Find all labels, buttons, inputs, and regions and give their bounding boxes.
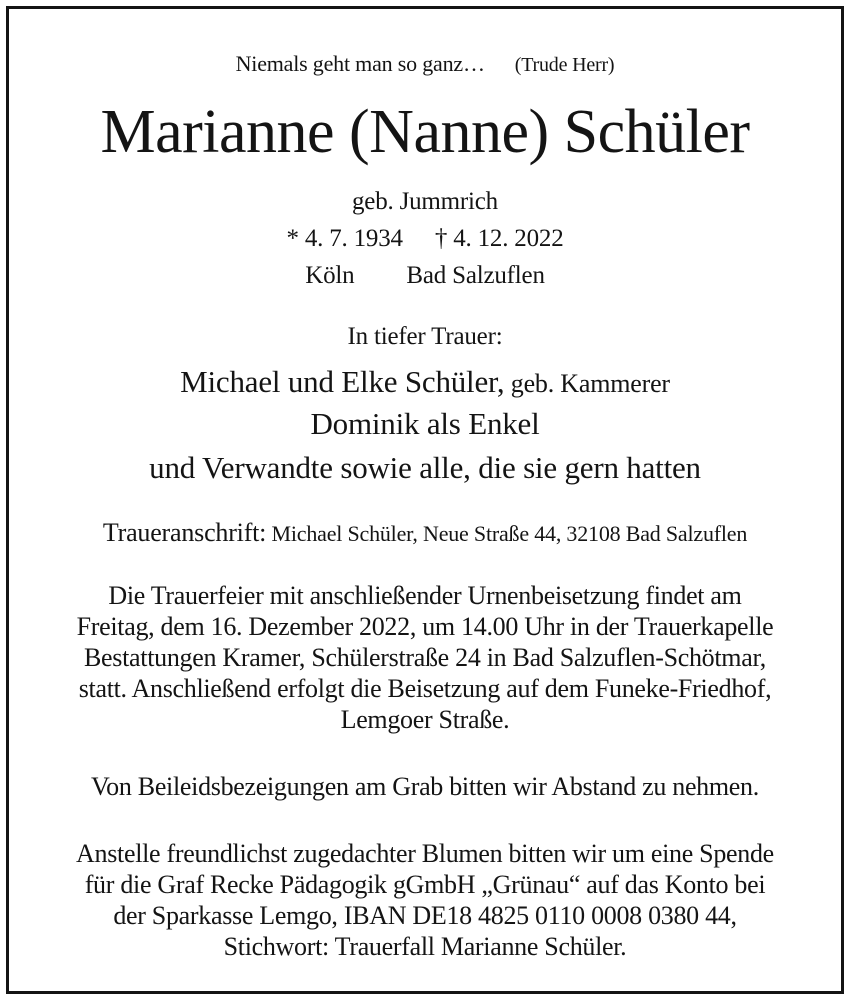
donation-line: für die Graf Recke Pädagogik gGmbH „Grünau“ auf das Konto bei (84, 870, 766, 899)
address-label: Traueranschrift: (102, 518, 267, 547)
mourner-names: Michael und Elke Schüler, (180, 364, 505, 399)
condolence-paragraph (9, 771, 841, 802)
ceremony-line: Bestattungen Kramer, Schülerstraße 24 in Bad Salzuflen-Schötmar, (84, 643, 766, 672)
notice-border (6, 6, 844, 994)
death-place: Bad Salzuflen (406, 262, 545, 289)
mourner-maiden-name: geb. Kammerer (504, 369, 670, 398)
donation-paragraph (9, 838, 841, 962)
birth-date: * 4. 7. 1934 (286, 225, 403, 252)
motto-line (9, 53, 841, 75)
life-dates (9, 226, 841, 251)
obituary-notice (9, 9, 841, 991)
donation-line: der Sparkasse Lemgo, IBAN DE18 4825 0110 0008 0380 44, (113, 901, 737, 930)
mourner-line-1 (9, 366, 841, 397)
mourning-address (9, 520, 841, 546)
motto-quote: Niemals geht man so ganz… (235, 51, 485, 76)
condolence-line: Von Beileidsbezeigungen am Grab bitten wir Abstand zu nehmen. (91, 772, 759, 801)
mourner-line-2: Dominik als Enkel (310, 406, 540, 441)
donation-line: Anstelle freundlichst zugedachter Blumen bitten wir um eine Spende (76, 839, 774, 868)
birth-place: Köln (305, 262, 355, 289)
life-places (9, 263, 841, 288)
ceremony-line: Die Trauerfeier mit anschließender Urnenbeisetzung findet am (108, 581, 742, 610)
death-date: † 4. 12. 2022 (434, 225, 564, 252)
ceremony-line: statt. Anschließend erfolgt die Beisetzung auf dem Funeke-Friedhof, (78, 674, 772, 703)
maiden-name: geb. Jummrich (352, 188, 498, 215)
motto-author: (Trude Herr) (514, 54, 615, 76)
deceased-name: Marianne (Nanne) Schüler (100, 98, 750, 166)
address-value: Michael Schüler, Neue Straße 44, 32108 Bad Salzuflen (266, 521, 748, 546)
ceremony-line: Lemgoer Straße. (340, 705, 510, 734)
ceremony-line: Freitag, dem 16. Dezember 2022, um 14.00 Uhr in der Trauerkapelle (76, 612, 774, 641)
mourner-line-3: und Verwandte sowie alle, die sie gern hatten (149, 450, 701, 485)
ceremony-paragraph (9, 580, 841, 735)
mourning-intro: In tiefer Trauer: (347, 323, 503, 350)
donation-line: Stichwort: Trauerfall Marianne Schüler. (223, 932, 627, 961)
